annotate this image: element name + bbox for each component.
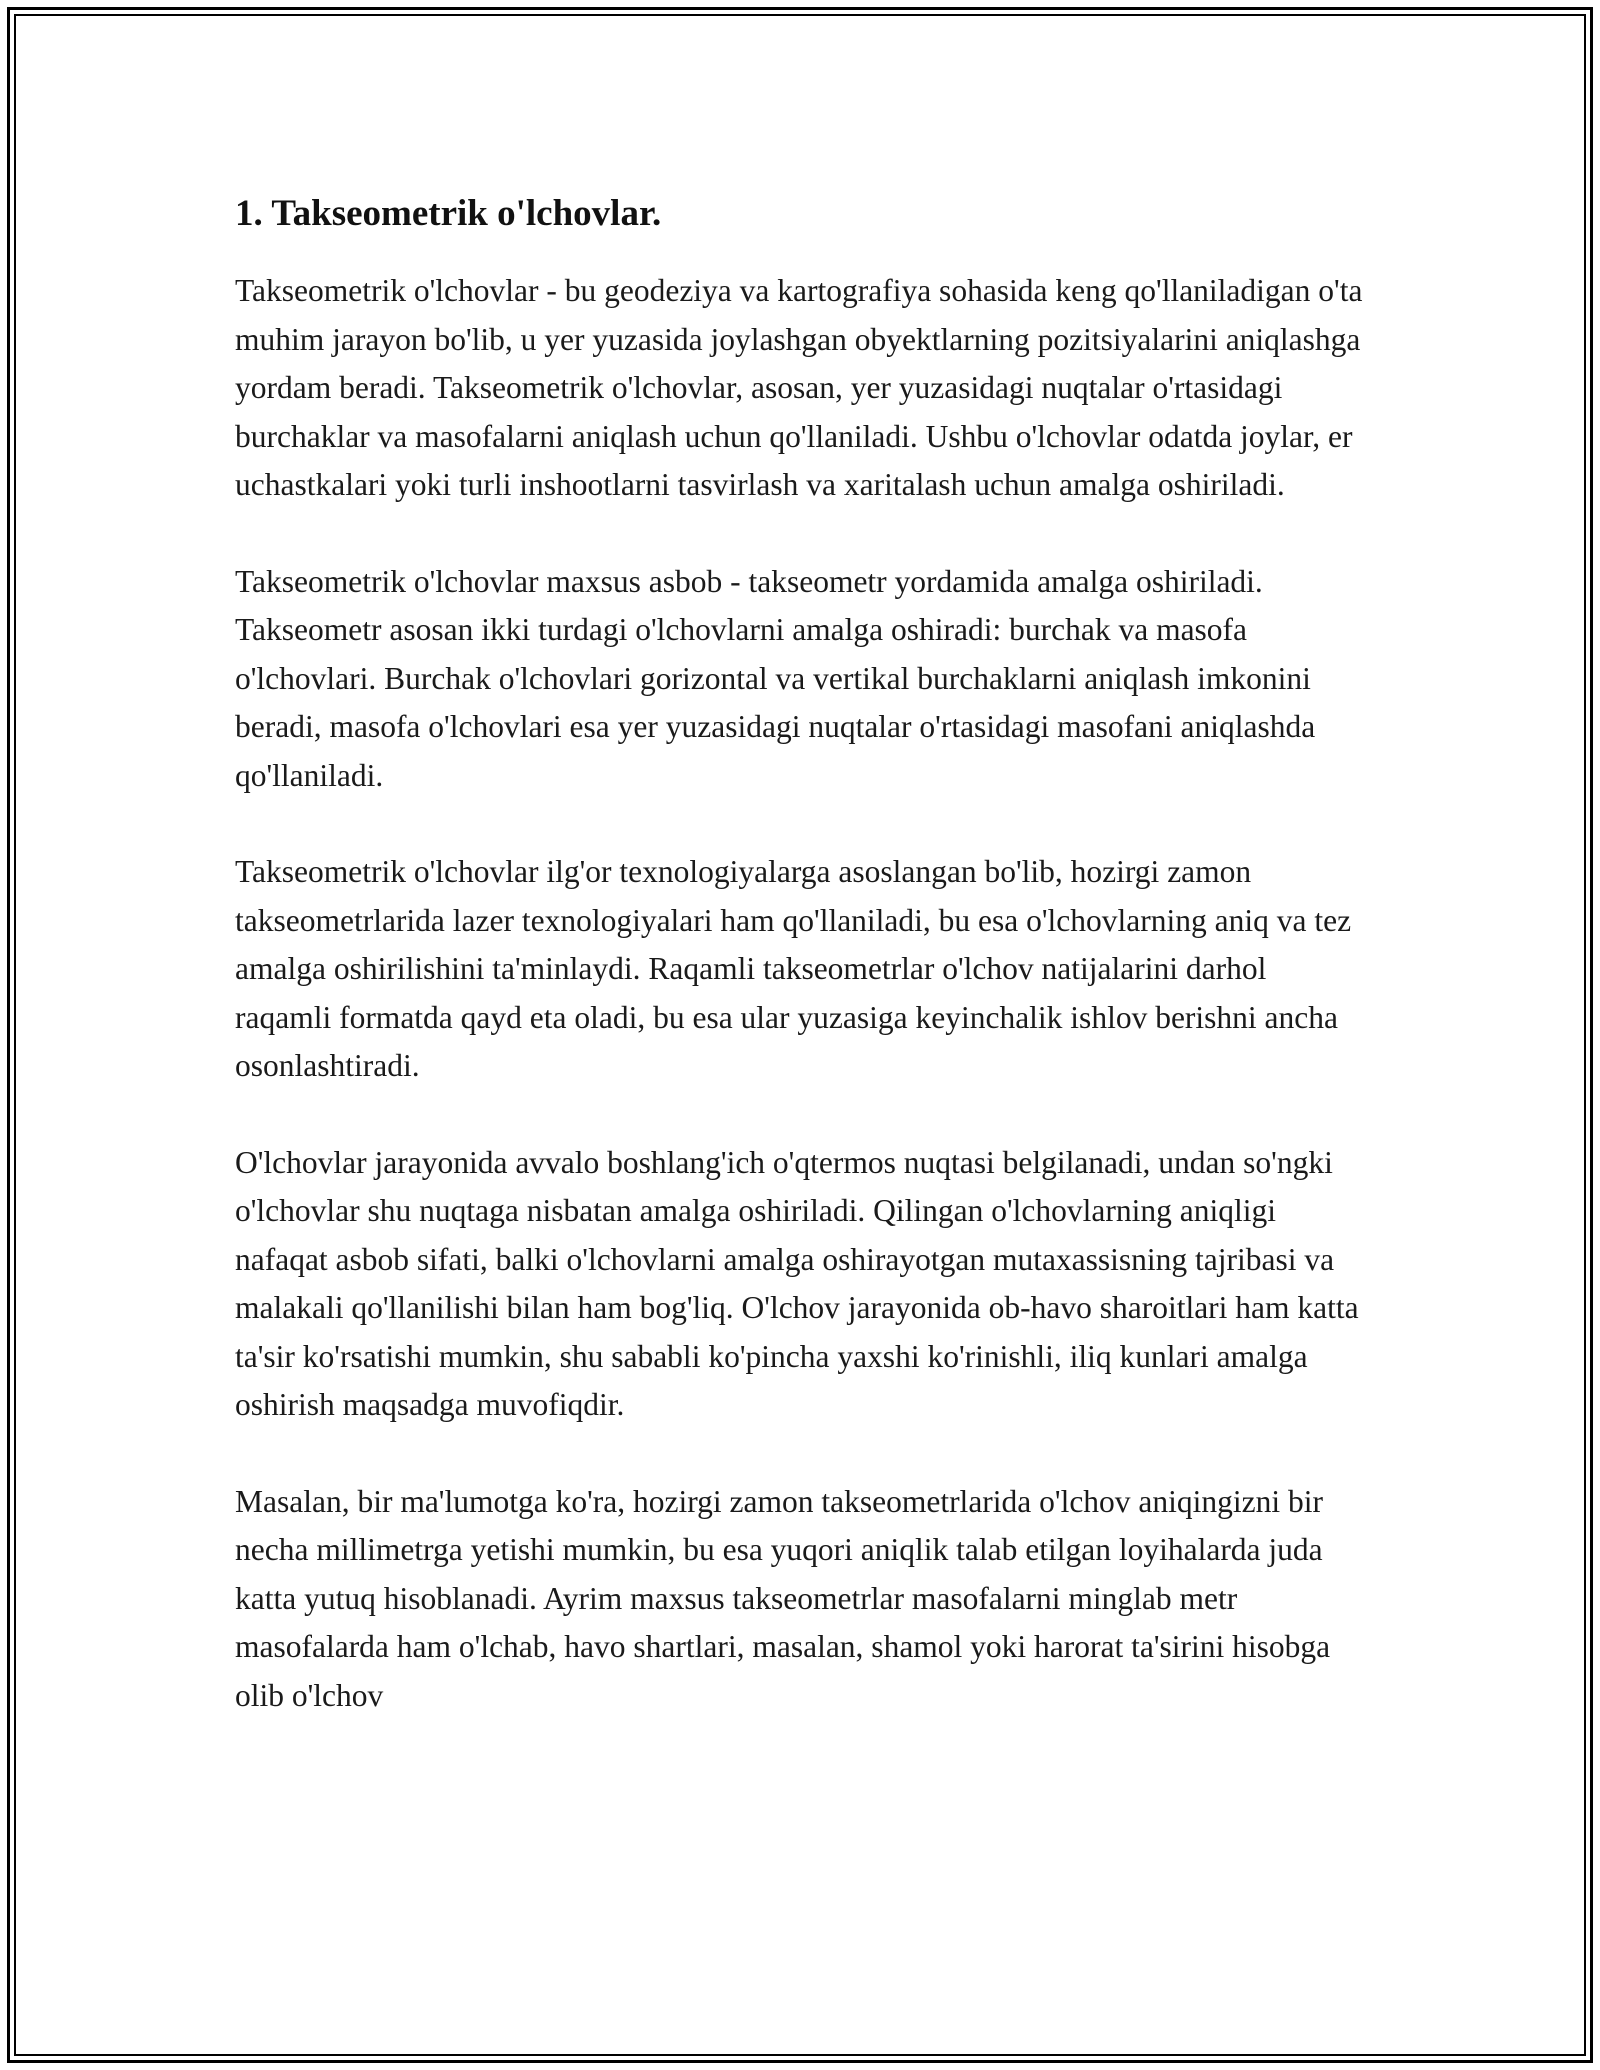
section-title: 1. Takseometrik o'lchovlar. xyxy=(235,193,662,234)
paragraph-2: Takseometrik o'lchovlar maxsus asbob - takseometr yordamida amalga oshiriladi. Takseometr asosan ikki turdagi o'lchovlarni amalga oshiradi: burchak va masofa o'lchovlari. Burchak o'lchovlari gorizontal va vertikal burchaklarni aniqlash imkonini beradi, masofa o'lchovlari esa yer yuzasidagi nuqtalar o'rtasidagi masofani aniqlashda qo'llaniladi. xyxy=(235,563,1316,793)
paragraph-3: Takseometrik o'lchovlar ilg'or texnologiyalarga asoslangan bo'lib, hozirgi zamon takseometrlarida lazer texnologiyalari ham qo'llaniladi, bu esa o'lchovlarning aniq va tez amalga oshirilishini ta'minlaydi. Raqamli takseometrlar o'lchov natijalarini darhol raqamli formatda qayd eta oladi, bu esa ular yuzasiga keyinchalik ishlov berishni ancha osonlashtiradi. xyxy=(235,854,1352,1083)
document-body xyxy=(235,190,1370,1720)
paragraph-1: Takseometrik o'lchovlar - bu geodeziya va kartografiya sohasida keng qo'llaniladigan o'ta muhim jarayon bo'lib, u yer yuzasida joylashgan obyektlarning pozitsiyalarini aniqlashga yordam beradi. Takseometrik o'lchovlar, asosan, yer yuzasidagi nuqtalar o'rtasidagi burchaklar va masofalarni aniqlash uchun qo'llaniladi. Ushbu o'lchovlar odatda joylar, er uchastkalari yoki turli inshootlarni tasvirlash va xaritalash uchun amalga oshiriladi. xyxy=(235,273,1363,502)
paragraph-5: Masalan, bir ma'lumotga ko'ra, hozirgi zamon takseometrlarida o'lchov aniqingizni bir necha millimetrga yetishi mumkin, bu esa yuqori aniqlik talab etilgan loyihalarda juda katta yutuq hisoblanadi. Ayrim maxsus takseometrlar masofalarni minglab metr masofalarda ham o'lchab, havo shartlari, masalan, shamol yoki harorat ta'sirini hisobga olib o'lchov xyxy=(235,1483,1331,1713)
paragraph-4: O'lchovlar jarayonida avvalo boshlang'ich o'qtermos nuqtasi belgilanadi, undan so'ngki o'lchovlar shu nuqtaga nisbatan amalga oshiriladi. Qilingan o'lchovlarning aniqligi nafaqat asbob sifati, balki o'lchovlarni amalga oshirayotgan mutaxassisning tajribasi va malakali qo'llanilishi bilan ham bog'liq. O'lchov jarayonida ob-havo sharoitlari ham katta ta'sir ko'rsatishi mumkin, shu sababli ko'pincha yaxshi ko'rinishli, iliq kunlari amalga oshirish maqsadga muvofiqdir. xyxy=(235,1144,1359,1422)
